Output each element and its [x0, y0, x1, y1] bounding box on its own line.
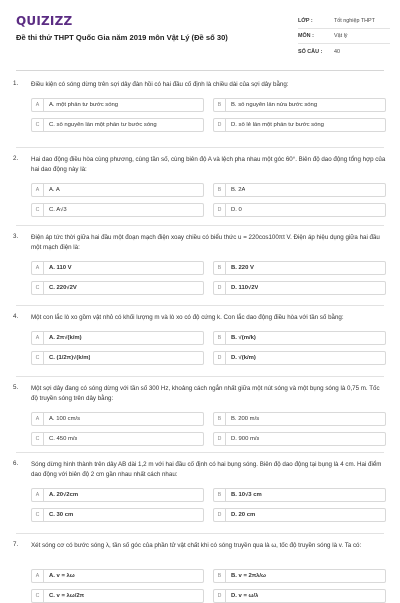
- answer-option-c[interactable]: [31, 203, 204, 217]
- question-item: [0, 460, 400, 522]
- answer-option-c[interactable]: [31, 589, 204, 603]
- option-text: C. v = λω/2π: [49, 593, 85, 599]
- question-number: 4.: [13, 313, 19, 320]
- option-letter-badge: B: [214, 99, 226, 111]
- option-row: [31, 589, 386, 603]
- answer-option-c[interactable]: [31, 281, 204, 295]
- option-text: B. 200 m/s: [231, 416, 260, 422]
- option-row: [31, 203, 386, 217]
- question-text: Một con lắc lò xo gồm vật nhỏ có khối lượng m và lò xo có độ cứng k. Con lắc dao động điều hòa với tần số bằng:: [31, 314, 344, 321]
- option-letter-badge: D: [214, 590, 226, 602]
- answer-option-a[interactable]: [31, 183, 204, 197]
- answer-option-a[interactable]: [31, 569, 204, 583]
- option-text: C. số nguyên lần một phần tư bước sóng: [49, 122, 157, 128]
- question-item: [0, 541, 400, 603]
- option-text: B. 2A: [231, 187, 246, 193]
- answer-option-c[interactable]: [31, 432, 204, 446]
- option-letter-badge: B: [214, 489, 226, 501]
- option-text: A. A: [49, 187, 60, 193]
- question-item: [0, 313, 400, 365]
- option-text: A. 20√2cm: [49, 492, 79, 498]
- question-item: [0, 384, 400, 446]
- answer-option-d[interactable]: [213, 351, 386, 365]
- option-letter-badge: D: [214, 204, 226, 216]
- option-letter-badge: A: [32, 184, 44, 196]
- option-letter-badge: C: [32, 282, 44, 294]
- meta-row-subject: [298, 29, 390, 44]
- option-letter-badge: D: [214, 433, 226, 445]
- meta-key: LỚP :: [298, 18, 313, 24]
- answer-option-d[interactable]: [213, 203, 386, 217]
- option-text: B. 10√3 cm: [231, 492, 262, 498]
- option-row: [31, 261, 386, 275]
- meta-row-count: [298, 44, 390, 59]
- option-letter-badge: A: [32, 489, 44, 501]
- option-letter-badge: C: [32, 433, 44, 445]
- option-text: A. 100 cm/s: [49, 416, 81, 422]
- question-divider: [16, 376, 384, 377]
- option-letter-badge: A: [32, 332, 44, 344]
- answer-option-b[interactable]: [213, 412, 386, 426]
- option-text: D. 900 m/s: [231, 436, 260, 442]
- meta-value: Vật lý: [334, 33, 348, 39]
- option-text: B. 220 V: [231, 265, 254, 271]
- answer-option-b[interactable]: [213, 331, 386, 345]
- option-text: D. √(k/m): [231, 355, 256, 361]
- option-row: [31, 412, 386, 426]
- question-divider: [16, 305, 384, 306]
- question-divider: [16, 225, 384, 226]
- page-header: [0, 0, 400, 68]
- answer-option-b[interactable]: [213, 488, 386, 502]
- question-item: [0, 233, 400, 295]
- option-text: B. v = 2πλ/ω: [231, 573, 266, 579]
- question-divider: [16, 147, 384, 148]
- answer-option-d[interactable]: [213, 589, 386, 603]
- answer-option-d[interactable]: [213, 281, 386, 295]
- option-letter-badge: B: [214, 332, 226, 344]
- option-text: A. một phần tư bước sóng: [49, 102, 119, 108]
- option-letter-badge: D: [214, 352, 226, 364]
- option-text: D. 110√2V: [231, 285, 259, 291]
- meta-value: Tốt nghiệp THPT: [334, 18, 375, 24]
- question-number: 3.: [13, 233, 19, 240]
- option-text: C. 450 m/s: [49, 436, 78, 442]
- option-row: [31, 331, 386, 345]
- answer-option-d[interactable]: [213, 508, 386, 522]
- option-letter-badge: C: [32, 204, 44, 216]
- option-letter-badge: B: [214, 262, 226, 274]
- option-letter-badge: A: [32, 570, 44, 582]
- question-item: [0, 155, 400, 217]
- option-row: [31, 281, 386, 295]
- option-text: D. v = ω/λ: [231, 593, 259, 599]
- option-letter-badge: D: [214, 282, 226, 294]
- answer-option-b[interactable]: [213, 261, 386, 275]
- question-divider: [16, 452, 384, 453]
- option-text: A. 110 V: [49, 265, 72, 271]
- option-row: [31, 351, 386, 365]
- option-letter-badge: D: [214, 509, 226, 521]
- option-row: [31, 569, 386, 583]
- answer-option-b[interactable]: [213, 183, 386, 197]
- option-text: B. số nguyên lần nửa bước sóng: [231, 102, 318, 108]
- option-text: B. √(m/k): [231, 335, 256, 341]
- question-item: [0, 80, 400, 132]
- question-text: Xét sóng cơ có bước sóng λ, tần số góc của phần tử vật chất khi có sóng truyền qua là ω, tốc độ truyền sóng là v. Ta có:: [31, 542, 362, 549]
- option-row: [31, 183, 386, 197]
- question-text: Điều kiện có sóng dừng trên sợi dây đàn hồi có hai đầu cố định là chiều dài của sợi dây bằng:: [31, 81, 289, 88]
- option-text: C. A√3: [49, 207, 67, 213]
- option-letter-badge: A: [32, 262, 44, 274]
- option-row: [31, 488, 386, 502]
- meta-value: 40: [334, 48, 340, 55]
- answer-option-a[interactable]: [31, 488, 204, 502]
- answer-option-c[interactable]: [31, 118, 204, 132]
- option-letter-badge: B: [214, 413, 226, 425]
- option-letter-badge: B: [214, 184, 226, 196]
- quizizz-logo: QUIZIZZ: [16, 14, 73, 28]
- option-text: C. (1/2π)√(k/m): [49, 355, 91, 361]
- question-text: Sóng dừng hình thành trên dây AB dài 1,2 m với hai đầu cố định có hai bụng sóng. Biên độ dao động tại bụng là 4 cm. Hai điểm dao động với biên độ 2 cm gần nhau nhất cách nhau:: [31, 461, 382, 478]
- question-number: 6.: [13, 460, 19, 467]
- answer-option-a[interactable]: [31, 412, 204, 426]
- option-letter-badge: C: [32, 119, 44, 131]
- answer-option-b[interactable]: [213, 569, 386, 583]
- answer-option-a[interactable]: [31, 98, 204, 112]
- question-number: 5.: [13, 384, 19, 391]
- answer-option-d[interactable]: [213, 118, 386, 132]
- option-text: D. 0: [231, 207, 242, 213]
- option-text: C. 220√2V: [49, 285, 77, 291]
- question-text: Một sợi dây đang có sóng dừng với tần số 300 Hz, khoảng cách ngắn nhất giữa một nút sóng và một bụng sóng là 0,75 m. Tốc độ truyền sóng trên dây bằng:: [31, 385, 380, 402]
- question-number: 7.: [13, 541, 19, 548]
- option-letter-badge: C: [32, 352, 44, 364]
- answer-option-c[interactable]: [31, 351, 204, 365]
- question-text: Hai dao động điều hòa cùng phương, cùng tần số, cùng biên độ A và lệch pha nhau một góc 60°. Biên độ dao động tổng hợp của hai dao động này là:: [31, 156, 386, 173]
- meta-key: MÔN :: [298, 33, 314, 39]
- option-text: D. 20 cm: [231, 512, 256, 518]
- option-row: [31, 118, 386, 132]
- option-letter-badge: A: [32, 413, 44, 425]
- meta-panel: [298, 14, 390, 59]
- option-text: A. 2π√(k/m): [49, 335, 82, 341]
- question-text: Điện áp tức thời giữa hai đầu một đoạn mạch điện xoay chiều có biểu thức u = 220cos100πt V. Điện áp hiệu dụng giữa hai đầu một mạch điện là:: [31, 234, 380, 251]
- answer-option-a[interactable]: [31, 331, 204, 345]
- meta-key: SỐ CÂU :: [298, 48, 323, 55]
- option-letter-badge: B: [214, 570, 226, 582]
- option-row: [31, 432, 386, 446]
- answer-option-a[interactable]: [31, 261, 204, 275]
- page-title: Đề thi thử THPT Quốc Gia năm 2019 môn Vật Lý (Đề số 30): [16, 33, 228, 42]
- header-divider: [16, 70, 384, 71]
- meta-row-class: [298, 14, 390, 29]
- option-text: C. 30 cm: [49, 512, 74, 518]
- option-row: [31, 508, 386, 522]
- option-letter-badge: D: [214, 119, 226, 131]
- question-number: 2.: [13, 155, 19, 162]
- answer-option-c[interactable]: [31, 508, 204, 522]
- option-letter-badge: C: [32, 509, 44, 521]
- answer-option-b[interactable]: [213, 98, 386, 112]
- option-text: A. v = λω: [49, 573, 75, 579]
- option-row: [31, 98, 386, 112]
- question-number: 1.: [13, 80, 19, 87]
- option-text: D. số lẻ lần một phần tư bước sóng: [231, 122, 324, 128]
- option-letter-badge: A: [32, 99, 44, 111]
- option-letter-badge: C: [32, 590, 44, 602]
- answer-option-d[interactable]: [213, 432, 386, 446]
- question-divider: [16, 533, 384, 534]
